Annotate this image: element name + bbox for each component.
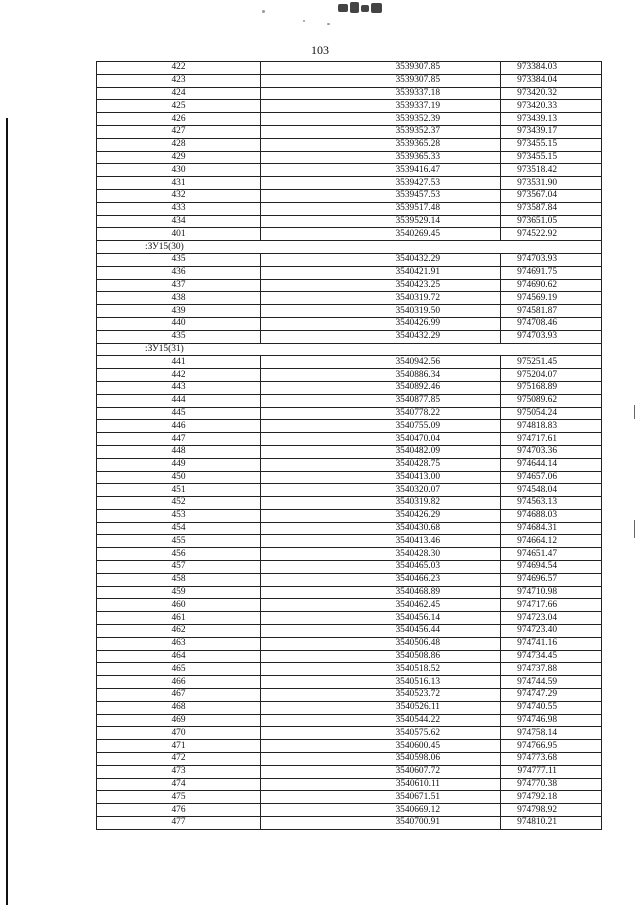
x-coordinate-cell: 3540423.25 [261, 279, 501, 292]
x-coordinate-cell: 3540610.11 [261, 778, 501, 791]
point-number-cell: 426 [97, 113, 261, 126]
table-row [97, 663, 602, 676]
point-number-cell: 451 [97, 484, 261, 497]
x-coordinate-cell: 3540669.12 [261, 804, 501, 817]
point-number-cell: 432 [97, 189, 261, 202]
point-number-cell: 434 [97, 215, 261, 228]
x-coordinate-cell: 3539337.19 [261, 100, 501, 113]
table-row [97, 561, 602, 574]
point-number-cell: 433 [97, 202, 261, 215]
table-row [97, 637, 602, 650]
coordinates-table [96, 61, 602, 830]
x-coordinate-cell: 3540755.09 [261, 420, 501, 433]
point-number-cell: 442 [97, 369, 261, 382]
y-coordinate-cell: 973455.15 [501, 138, 602, 151]
y-coordinate-cell: 974766.95 [501, 740, 602, 753]
x-coordinate-cell: 3540516.13 [261, 676, 501, 689]
page-number: 103 [311, 43, 329, 57]
x-coordinate-cell: 3540598.06 [261, 753, 501, 766]
x-coordinate-cell: 3540426.29 [261, 509, 501, 522]
scan-speck [303, 20, 305, 22]
table-row [97, 228, 602, 241]
y-coordinate-cell: 974818.83 [501, 420, 602, 433]
y-coordinate-cell: 974569.19 [501, 292, 602, 305]
x-coordinate-cell: 3540468.89 [261, 586, 501, 599]
table-row [97, 765, 602, 778]
point-number-cell: 445 [97, 407, 261, 420]
table-row [97, 420, 602, 433]
x-coordinate-cell: 3539457.53 [261, 189, 501, 202]
y-coordinate-cell: 973587.84 [501, 202, 602, 215]
point-number-cell: 449 [97, 458, 261, 471]
x-coordinate-cell: 3540428.75 [261, 458, 501, 471]
section-label: :ЗУ15(31) [97, 343, 602, 356]
x-coordinate-cell: 3540430.68 [261, 522, 501, 535]
x-coordinate-cell: 3539365.28 [261, 138, 501, 151]
point-number-cell: 472 [97, 753, 261, 766]
y-coordinate-cell: 973531.90 [501, 177, 602, 190]
table-row [97, 253, 602, 266]
stamp-mark [338, 2, 384, 16]
x-coordinate-cell: 3540465.03 [261, 561, 501, 574]
section-label: :ЗУ15(30) [97, 241, 602, 254]
point-number-cell: 455 [97, 535, 261, 548]
point-number-cell: 456 [97, 548, 261, 561]
x-coordinate-cell: 3540575.62 [261, 727, 501, 740]
point-number-cell: 465 [97, 663, 261, 676]
table-row [97, 714, 602, 727]
table-row [97, 305, 602, 318]
table-row [97, 87, 602, 100]
x-coordinate-cell: 3539352.39 [261, 113, 501, 126]
point-number-cell: 476 [97, 804, 261, 817]
x-coordinate-cell: 3540942.56 [261, 356, 501, 369]
table-row [97, 266, 602, 279]
table-row [97, 522, 602, 535]
x-coordinate-cell: 3540470.04 [261, 433, 501, 446]
x-coordinate-cell: 3540886.34 [261, 369, 501, 382]
x-coordinate-cell: 3540432.29 [261, 330, 501, 343]
table-row [97, 804, 602, 817]
x-coordinate-cell: 3540456.44 [261, 625, 501, 638]
y-coordinate-cell: 974644.14 [501, 458, 602, 471]
x-coordinate-cell: 3540413.46 [261, 535, 501, 548]
table-row [97, 407, 602, 420]
x-coordinate-cell: 3539307.85 [261, 62, 501, 75]
x-coordinate-cell: 3540413.00 [261, 471, 501, 484]
point-number-cell: 473 [97, 765, 261, 778]
x-coordinate-cell: 3540526.11 [261, 701, 501, 714]
x-coordinate-cell: 3540482.09 [261, 445, 501, 458]
x-coordinate-cell: 3540518.52 [261, 663, 501, 676]
point-number-cell: 477 [97, 817, 261, 830]
y-coordinate-cell: 973420.32 [501, 87, 602, 100]
y-coordinate-cell: 974723.40 [501, 625, 602, 638]
table-row [97, 650, 602, 663]
y-coordinate-cell: 974688.03 [501, 509, 602, 522]
y-coordinate-cell: 973384.03 [501, 62, 602, 75]
y-coordinate-cell: 974690.62 [501, 279, 602, 292]
y-coordinate-cell: 974522.92 [501, 228, 602, 241]
point-number-cell: 441 [97, 356, 261, 369]
point-number-cell: 446 [97, 420, 261, 433]
y-coordinate-cell: 974664.12 [501, 535, 602, 548]
table-row [97, 778, 602, 791]
table-row [97, 356, 602, 369]
point-number-cell: 431 [97, 177, 261, 190]
point-number-cell: 440 [97, 317, 261, 330]
x-coordinate-cell: 3540428.30 [261, 548, 501, 561]
point-number-cell: 471 [97, 740, 261, 753]
table-row [97, 317, 602, 330]
table-row [97, 509, 602, 522]
point-number-cell: 444 [97, 394, 261, 407]
x-coordinate-cell: 3539416.47 [261, 164, 501, 177]
table-row [97, 100, 602, 113]
table-row [97, 292, 602, 305]
scan-edge-mark [634, 520, 635, 538]
x-coordinate-cell: 3540320.07 [261, 484, 501, 497]
y-coordinate-cell: 974734.45 [501, 650, 602, 663]
y-coordinate-cell: 973439.13 [501, 113, 602, 126]
point-number-cell: 461 [97, 612, 261, 625]
x-coordinate-cell: 3539307.85 [261, 74, 501, 87]
table-row [97, 599, 602, 612]
point-number-cell: 437 [97, 279, 261, 292]
table-row [97, 740, 602, 753]
y-coordinate-cell: 974810.21 [501, 817, 602, 830]
y-coordinate-cell: 974777.11 [501, 765, 602, 778]
y-coordinate-cell: 973567.04 [501, 189, 602, 202]
y-coordinate-cell: 974651.47 [501, 548, 602, 561]
x-coordinate-cell: 3539365.33 [261, 151, 501, 164]
x-coordinate-cell: 3540506.48 [261, 637, 501, 650]
point-number-cell: 427 [97, 125, 261, 138]
x-coordinate-cell: 3540319.82 [261, 497, 501, 510]
point-number-cell: 458 [97, 573, 261, 586]
table-row [97, 548, 602, 561]
x-coordinate-cell: 3539427.53 [261, 177, 501, 190]
y-coordinate-cell: 975168.89 [501, 381, 602, 394]
table-row [97, 573, 602, 586]
table-row [97, 215, 602, 228]
y-coordinate-cell: 975054.24 [501, 407, 602, 420]
y-coordinate-cell: 974747.29 [501, 689, 602, 702]
point-number-cell: 463 [97, 637, 261, 650]
y-coordinate-cell: 973384.04 [501, 74, 602, 87]
table-row [97, 701, 602, 714]
y-coordinate-cell: 974696.57 [501, 573, 602, 586]
y-coordinate-cell: 973455.15 [501, 151, 602, 164]
y-coordinate-cell: 975251.45 [501, 356, 602, 369]
y-coordinate-cell: 974563.13 [501, 497, 602, 510]
binding-margin-line [6, 118, 8, 905]
point-number-cell: 448 [97, 445, 261, 458]
point-number-cell: 428 [97, 138, 261, 151]
y-coordinate-cell: 974744.59 [501, 676, 602, 689]
table-row [97, 74, 602, 87]
x-coordinate-cell: 3540462.45 [261, 599, 501, 612]
table-row [97, 791, 602, 804]
point-number-cell: 467 [97, 689, 261, 702]
y-coordinate-cell: 973420.33 [501, 100, 602, 113]
y-coordinate-cell: 974717.66 [501, 599, 602, 612]
y-coordinate-cell: 975089.62 [501, 394, 602, 407]
scan-speck [262, 10, 265, 13]
x-coordinate-cell: 3540456.14 [261, 612, 501, 625]
y-coordinate-cell: 974717.61 [501, 433, 602, 446]
table-row [97, 164, 602, 177]
x-coordinate-cell: 3540671.51 [261, 791, 501, 804]
point-number-cell: 443 [97, 381, 261, 394]
y-coordinate-cell: 974657.06 [501, 471, 602, 484]
point-number-cell: 464 [97, 650, 261, 663]
y-coordinate-cell: 974691.75 [501, 266, 602, 279]
table-row [97, 676, 602, 689]
y-coordinate-cell: 973439.17 [501, 125, 602, 138]
table-row [97, 202, 602, 215]
point-number-cell: 435 [97, 253, 261, 266]
point-number-cell: 422 [97, 62, 261, 75]
point-number-cell: 450 [97, 471, 261, 484]
x-coordinate-cell: 3540600.45 [261, 740, 501, 753]
table-row [97, 471, 602, 484]
x-coordinate-cell: 3539352.37 [261, 125, 501, 138]
point-number-cell: 425 [97, 100, 261, 113]
table-row [97, 177, 602, 190]
table-row [97, 433, 602, 446]
y-coordinate-cell: 974792.18 [501, 791, 602, 804]
table-row [97, 497, 602, 510]
point-number-cell: 401 [97, 228, 261, 241]
table-row [97, 689, 602, 702]
table-row [97, 817, 602, 830]
y-coordinate-cell: 974703.93 [501, 330, 602, 343]
x-coordinate-cell: 3540269.45 [261, 228, 501, 241]
x-coordinate-cell: 3540319.50 [261, 305, 501, 318]
table-row [97, 625, 602, 638]
point-number-cell: 474 [97, 778, 261, 791]
point-number-cell: 466 [97, 676, 261, 689]
x-coordinate-cell: 3540421.91 [261, 266, 501, 279]
point-number-cell: 424 [97, 87, 261, 100]
table-row [97, 753, 602, 766]
point-number-cell: 462 [97, 625, 261, 638]
table-row [97, 535, 602, 548]
x-coordinate-cell: 3540426.99 [261, 317, 501, 330]
x-coordinate-cell: 3540466.23 [261, 573, 501, 586]
x-coordinate-cell: 3540432.29 [261, 253, 501, 266]
x-coordinate-cell: 3540607.72 [261, 765, 501, 778]
table-row [97, 458, 602, 471]
point-number-cell: 470 [97, 727, 261, 740]
point-number-cell: 475 [97, 791, 261, 804]
y-coordinate-cell: 973518.42 [501, 164, 602, 177]
y-coordinate-cell: 973651.05 [501, 215, 602, 228]
y-coordinate-cell: 974581.87 [501, 305, 602, 318]
y-coordinate-cell: 974703.36 [501, 445, 602, 458]
point-number-cell: 429 [97, 151, 261, 164]
y-coordinate-cell: 974740.55 [501, 701, 602, 714]
y-coordinate-cell: 974694.54 [501, 561, 602, 574]
point-number-cell: 457 [97, 561, 261, 574]
y-coordinate-cell: 974708.46 [501, 317, 602, 330]
scan-edge-mark [634, 405, 635, 419]
point-number-cell: 436 [97, 266, 261, 279]
table-section-row [97, 241, 602, 254]
table-row [97, 151, 602, 164]
x-coordinate-cell: 3539529.14 [261, 215, 501, 228]
x-coordinate-cell: 3539337.18 [261, 87, 501, 100]
table-row [97, 484, 602, 497]
table-row [97, 586, 602, 599]
table-row [97, 727, 602, 740]
point-number-cell: 430 [97, 164, 261, 177]
table-section-row [97, 343, 602, 356]
x-coordinate-cell: 3540319.72 [261, 292, 501, 305]
y-coordinate-cell: 974758.14 [501, 727, 602, 740]
y-coordinate-cell: 974746.98 [501, 714, 602, 727]
point-number-cell: 459 [97, 586, 261, 599]
y-coordinate-cell: 975204.07 [501, 369, 602, 382]
y-coordinate-cell: 974741.16 [501, 637, 602, 650]
y-coordinate-cell: 974548.04 [501, 484, 602, 497]
x-coordinate-cell: 3540877.85 [261, 394, 501, 407]
table-row [97, 62, 602, 75]
point-number-cell: 452 [97, 497, 261, 510]
x-coordinate-cell: 3540508.86 [261, 650, 501, 663]
point-number-cell: 438 [97, 292, 261, 305]
table-row [97, 138, 602, 151]
y-coordinate-cell: 974770.38 [501, 778, 602, 791]
table-row [97, 189, 602, 202]
point-number-cell: 453 [97, 509, 261, 522]
x-coordinate-cell: 3540778.22 [261, 407, 501, 420]
table-row [97, 369, 602, 382]
table-row [97, 330, 602, 343]
point-number-cell: 454 [97, 522, 261, 535]
x-coordinate-cell: 3540892.46 [261, 381, 501, 394]
y-coordinate-cell: 974798.92 [501, 804, 602, 817]
x-coordinate-cell: 3540700.91 [261, 817, 501, 830]
point-number-cell: 468 [97, 701, 261, 714]
point-number-cell: 447 [97, 433, 261, 446]
y-coordinate-cell: 974737.88 [501, 663, 602, 676]
table-row [97, 125, 602, 138]
point-number-cell: 435 [97, 330, 261, 343]
scan-speck [327, 23, 330, 25]
table-row [97, 279, 602, 292]
point-number-cell: 469 [97, 714, 261, 727]
y-coordinate-cell: 974684.31 [501, 522, 602, 535]
y-coordinate-cell: 974710.98 [501, 586, 602, 599]
point-number-cell: 439 [97, 305, 261, 318]
y-coordinate-cell: 974773.68 [501, 753, 602, 766]
x-coordinate-cell: 3540523.72 [261, 689, 501, 702]
table-row [97, 381, 602, 394]
table-row [97, 394, 602, 407]
point-number-cell: 423 [97, 74, 261, 87]
table-row [97, 612, 602, 625]
y-coordinate-cell: 974703.93 [501, 253, 602, 266]
x-coordinate-cell: 3539517.48 [261, 202, 501, 215]
point-number-cell: 460 [97, 599, 261, 612]
table-row [97, 445, 602, 458]
table-row [97, 113, 602, 126]
x-coordinate-cell: 3540544.22 [261, 714, 501, 727]
y-coordinate-cell: 974723.04 [501, 612, 602, 625]
